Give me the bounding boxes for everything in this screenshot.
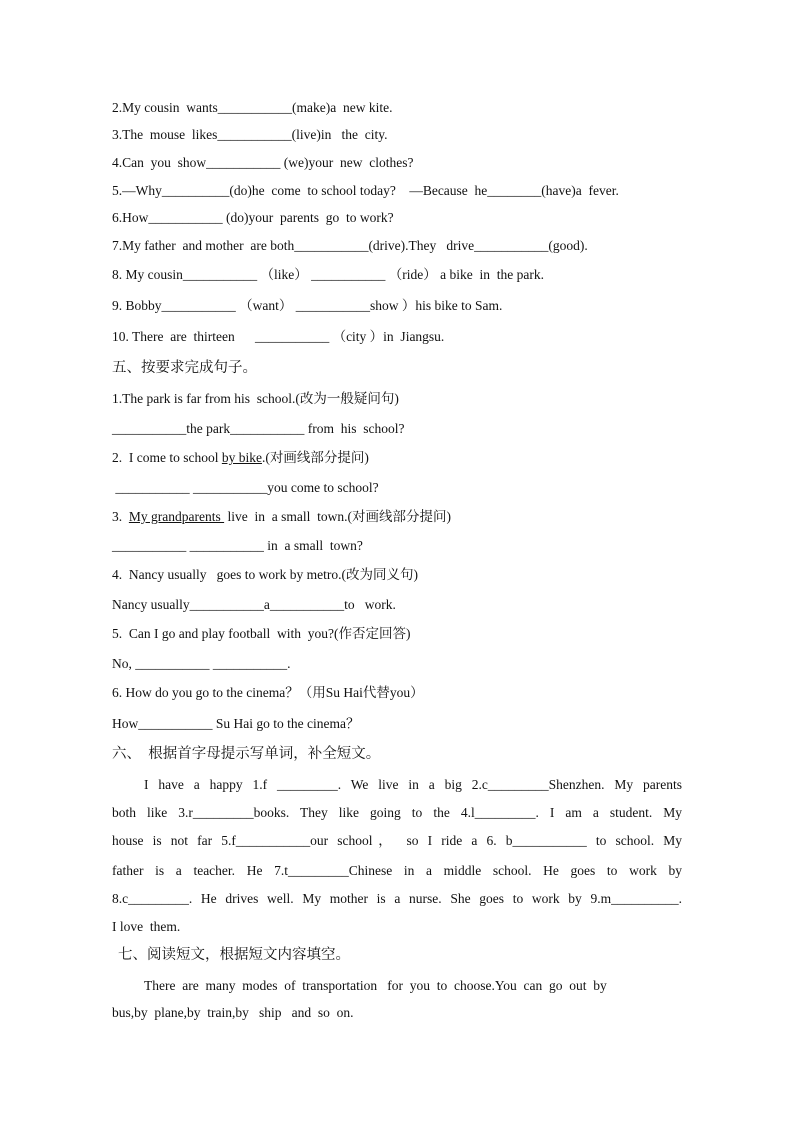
reading-line-1: There are many modes of transportation for you to choose.You can go out by [144, 978, 607, 993]
reading-line-2: bus,by plane,by train,by ship and so on. [112, 1005, 354, 1020]
passage-line-1: I have a happy 1.f _________. We live in a big 2.c_________Shenzhen. My parents [144, 777, 682, 792]
passage-line-4: father is a teacher. He 7.t_________Chinese in a middle school. He goes to work by [112, 863, 682, 878]
sentence-3-suffix: live in a small town.(对画线部分提问) [224, 509, 451, 524]
exercise-line-5: 5.—Why__________(do)he come to school today? —Because he________(have)a fever. [112, 183, 619, 198]
exercise-line-8: 8. My cousin___________ （like） ___________ （ride） a bike in the park. [112, 267, 544, 282]
exercise-line-7: 7.My father and mother are both___________(drive).They drive___________(good). [112, 238, 588, 253]
exercise-line-3: 3.The mouse likes___________(live)in the city. [112, 127, 388, 142]
sentence-5-answer: No, ___________ ___________. [112, 656, 291, 671]
passage-line-3: house is not far 5.f___________our school， so I ride a 6. b___________ to school. My [112, 833, 682, 848]
section-heading-7: 七、阅读短文，根据短文内容填空。 [118, 947, 350, 963]
sentence-2-prompt [112, 449, 682, 467]
exercise-line-2: 2.My cousin wants___________(make)a new kite. [112, 100, 393, 115]
sentence-1-prompt: 1.The park is far from his school.(改为一般疑问句) [112, 391, 399, 406]
sentence-2-underlined: by bike [221, 450, 262, 465]
exercise-line-4: 4.Can you show___________ (we)your new clothes? [112, 155, 414, 170]
sentence-3-prefix: 3. [112, 509, 129, 524]
sentence-3-prompt [112, 508, 682, 526]
sentence-6-prompt: 6. How do you go to the cinema？（用Su Hai代替you） [112, 685, 424, 700]
sentence-1-answer: ___________the park___________ from his school? [112, 421, 405, 436]
sentence-5-prompt: 5. Can I go and play football with you?(作否定回答) [112, 626, 411, 641]
section-heading-6: 六、 根据首字母提示写单词，补全短文。 [112, 746, 381, 762]
sentence-3-answer: ___________ ___________ in a small town? [112, 538, 363, 553]
passage-line-5: 8.c_________. He drives well. My mother is a nurse. She goes to work by 9.m__________. [112, 891, 682, 906]
exercise-line-6: 6.How___________ (do)your parents go to work? [112, 210, 394, 225]
exercise-line-10: 10. There are thirteen ___________ （city ）in Jiangsu. [112, 329, 445, 344]
sentence-2-prefix: 2. I come to school [112, 450, 222, 465]
sentence-4-prompt: 4. Nancy usually goes to work by metro.(改为同义句) [112, 567, 418, 582]
passage-line-2: both like 3.r_________books. They like going to the 4.l_________. I am a student. My [112, 805, 682, 820]
exercise-line-9: 9. Bobby___________ （want） ___________show ）his bike to Sam. [112, 298, 503, 313]
sentence-2-answer: ___________ ___________you come to school? [112, 480, 379, 495]
sentence-2-suffix: .(对画线部分提问) [261, 450, 369, 465]
sentence-3-underlined: My grandparents [128, 509, 225, 524]
passage-line-6: I love them. [112, 919, 181, 934]
sentence-4-answer: Nancy usually___________a___________to work. [112, 597, 396, 612]
section-heading-5: 五、按要求完成句子。 [112, 360, 257, 376]
sentence-6-answer: How___________ Su Hai go to the cinema？ [112, 716, 360, 731]
